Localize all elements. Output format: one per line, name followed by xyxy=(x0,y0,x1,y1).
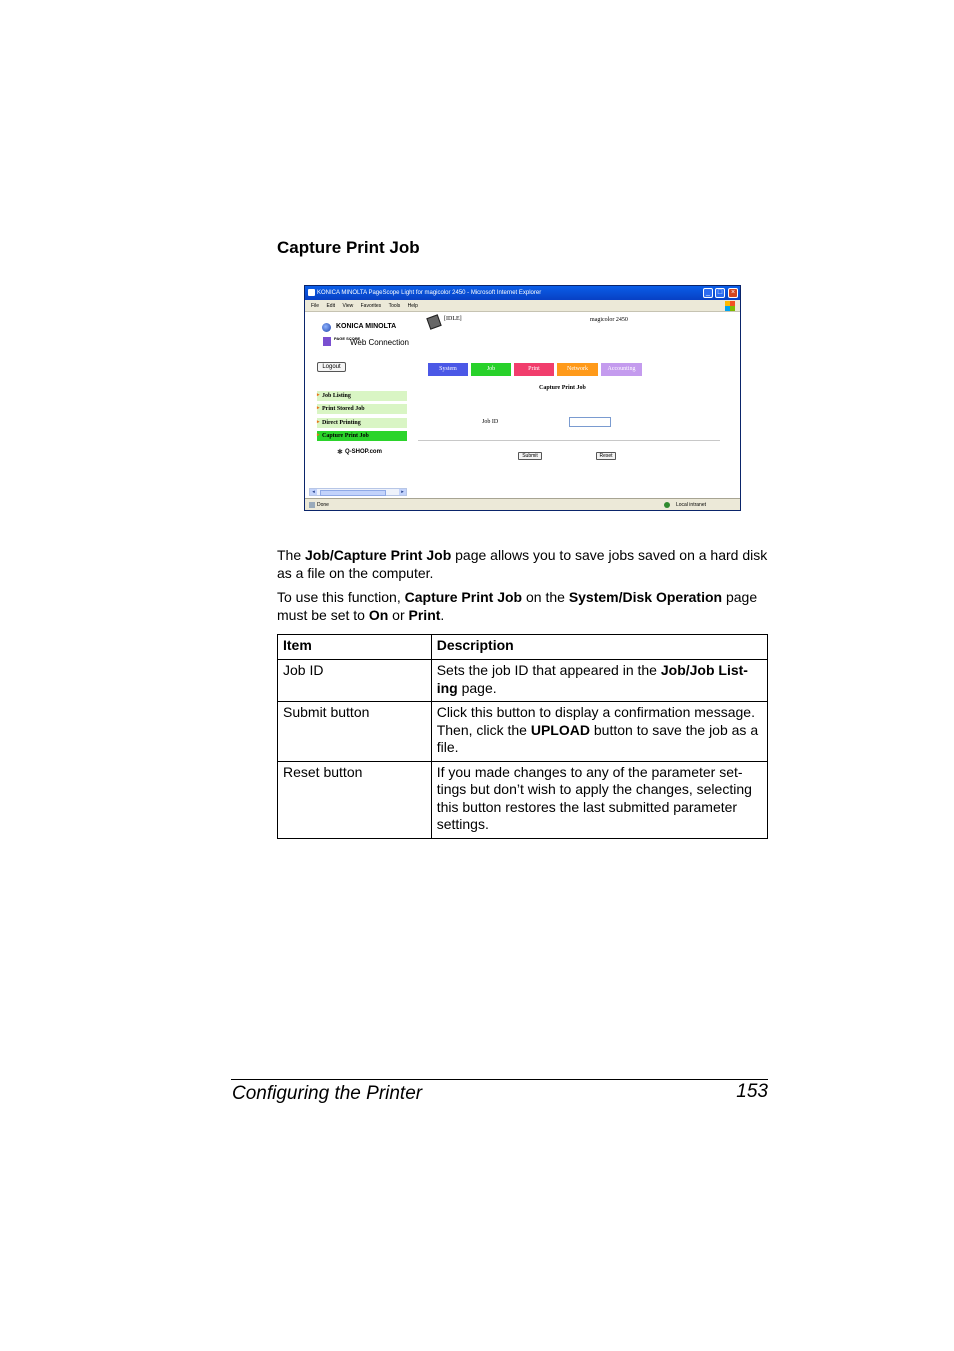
scroll-right-icon[interactable]: ▸ xyxy=(399,489,406,495)
item-description-table xyxy=(277,634,768,839)
text: Sets the job ID that appeared in the xyxy=(436,662,661,678)
text: page. xyxy=(457,679,497,696)
browser-status-bar xyxy=(305,498,740,510)
divider xyxy=(418,440,720,441)
page-icon xyxy=(309,502,315,508)
section-heading: Capture Print Job xyxy=(277,238,420,257)
qshop-link[interactable]: Q-SHOP.com xyxy=(345,449,382,455)
status-text: Done xyxy=(317,502,329,508)
window-title: KONICA MINOLTA PageScope Light for magicolor 2450 - Microsoft Internet Explorer xyxy=(317,290,542,296)
page-number: 153 xyxy=(736,1081,768,1102)
text: button to save the job as a file. xyxy=(436,721,759,755)
printer-status: [IDLE] xyxy=(444,316,462,322)
windows-logo-icon xyxy=(725,301,735,311)
tab-network[interactable]: Network xyxy=(557,363,598,376)
pagescope-mark: PAGE SCOPE xyxy=(334,336,361,341)
menu-edit[interactable]: Edit xyxy=(326,303,336,309)
item-cell: Submit button xyxy=(278,702,432,762)
footer-rule xyxy=(231,1079,768,1080)
browser-menu-bar xyxy=(305,300,740,312)
web-connection-label: Web Connection xyxy=(350,338,409,347)
footer-chapter-title: Configuring the Printer xyxy=(232,1083,423,1104)
tab-print[interactable]: Print xyxy=(514,363,554,376)
bold-text: On xyxy=(368,607,389,623)
table-row xyxy=(278,702,768,762)
printer-model: magicolor 2450 xyxy=(590,317,628,323)
submit-button[interactable]: Submit xyxy=(518,452,542,460)
text: on the xyxy=(522,589,569,605)
column-header-description: Description xyxy=(431,635,767,660)
scroll-left-icon[interactable]: ◂ xyxy=(310,489,317,495)
window-title-bar xyxy=(305,286,740,300)
horizontal-scrollbar[interactable] xyxy=(309,488,407,496)
text: or xyxy=(388,607,409,623)
description-cell: If you made changes to any of the parameter set-tings but don’t wish to apply the changes, selecting this button restores the last submitted parameter settings. xyxy=(431,761,767,838)
item-cell: Reset button xyxy=(278,761,432,838)
item-cell: Job ID xyxy=(278,660,432,702)
sidebar-item-capture-print-job[interactable]: ▸ Capture Print Job xyxy=(317,431,407,441)
tab-system[interactable]: System xyxy=(428,363,468,376)
close-icon[interactable]: × xyxy=(728,288,738,298)
text: To use this function, xyxy=(277,589,405,605)
tab-accounting[interactable]: Accounting xyxy=(601,363,642,376)
ie-icon xyxy=(308,289,315,296)
menu-help[interactable]: Help xyxy=(407,303,418,309)
reset-button[interactable]: Reset xyxy=(596,452,616,460)
shop-icon: ✱ xyxy=(337,449,343,456)
intranet-icon xyxy=(664,502,670,508)
job-id-label: Job ID xyxy=(482,419,499,425)
column-header-item: Item xyxy=(278,635,432,660)
text: Click this button to display a confirmation message. Then, click the xyxy=(436,704,755,738)
description-cell xyxy=(431,660,767,702)
description-cell xyxy=(431,702,767,762)
page-title: Capture Print Job xyxy=(539,385,586,391)
security-zone: Local intranet xyxy=(675,502,706,508)
text: . xyxy=(440,607,445,623)
web-page xyxy=(305,313,740,498)
table-row xyxy=(278,660,768,702)
bold-text: Print xyxy=(408,607,441,623)
menu-tools[interactable]: Tools xyxy=(388,303,401,309)
printer-icon xyxy=(426,314,441,329)
minimize-icon[interactable]: _ xyxy=(703,288,713,298)
usage-paragraph xyxy=(277,588,772,624)
konica-minolta-logo-icon xyxy=(322,323,331,332)
sidebar-item-print-stored-job[interactable]: ▸ Print Stored Job xyxy=(317,404,407,414)
brand-name: KONICA MINOLTA xyxy=(336,323,397,330)
bold-text: System/Disk Operation xyxy=(568,589,723,605)
intro-paragraph xyxy=(277,546,772,582)
bold-text: Job/Capture Print Job xyxy=(305,547,452,563)
text: page allows you to save jobs saved on a hard disk as a file on the computer. xyxy=(277,547,768,581)
text: The xyxy=(277,547,306,563)
job-id-input[interactable] xyxy=(569,417,611,427)
sidebar-item-direct-printing[interactable]: ▸ Direct Printing xyxy=(317,418,407,428)
menu-favorites[interactable]: Favorites xyxy=(360,303,382,309)
table-header-row xyxy=(278,635,768,660)
scrollbar-thumb[interactable] xyxy=(320,490,386,496)
menu-view[interactable]: View xyxy=(342,303,354,309)
text: page must be set to xyxy=(277,589,758,623)
browser-screenshot xyxy=(304,285,741,511)
bold-text: Job/Job List-ing xyxy=(436,662,748,696)
table-row xyxy=(278,761,768,838)
maximize-icon[interactable]: □ xyxy=(715,288,725,298)
sidebar-item-job-listing[interactable]: ▸ Job Listing xyxy=(317,391,407,401)
bold-text: Capture Print Job xyxy=(404,589,523,605)
bold-text: UPLOAD xyxy=(530,721,590,738)
menu-file[interactable]: File xyxy=(311,303,320,309)
tab-job[interactable]: Job xyxy=(471,363,511,376)
pagescope-logo-icon xyxy=(323,337,331,346)
logout-button[interactable]: Logout xyxy=(317,362,346,372)
